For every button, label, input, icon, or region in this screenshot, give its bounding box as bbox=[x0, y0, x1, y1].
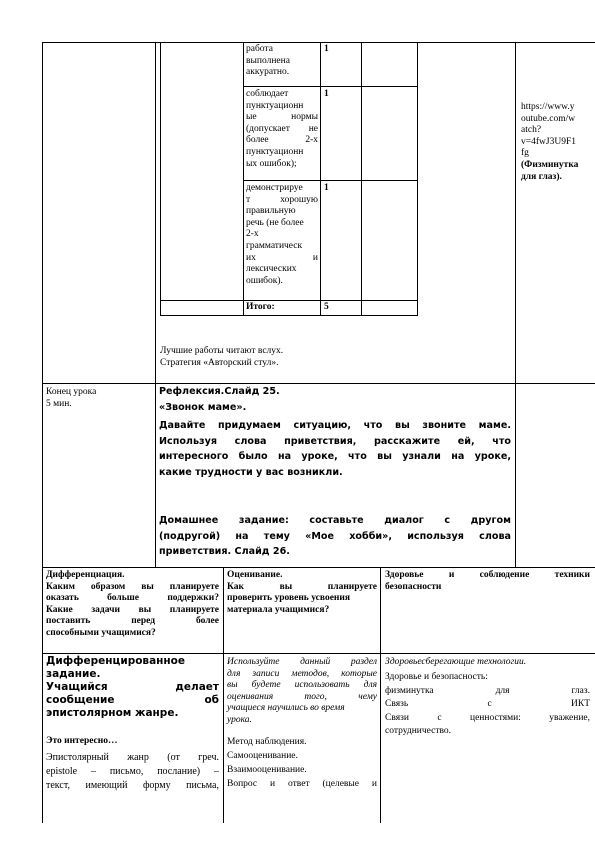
differentiation-header bbox=[46, 570, 219, 640]
criteria-line: 2-х bbox=[246, 229, 259, 240]
diff-title-line: задание. bbox=[46, 668, 101, 680]
criteria-line: аккуратно. bbox=[246, 67, 290, 78]
differentiation-body bbox=[46, 655, 219, 720]
resource-note-line: (Физминутка bbox=[521, 159, 579, 170]
diff-task-line: эпистолярном жанре. bbox=[46, 707, 179, 719]
criteria-score: 1 bbox=[324, 44, 329, 54]
header-line: Здоровье и соблюдение техники bbox=[385, 570, 590, 580]
criteria-line: пунктуационн bbox=[246, 146, 304, 157]
instruction-line: урока. bbox=[227, 714, 252, 725]
method-item: Взаимооценивание. bbox=[227, 765, 307, 775]
instruction-line: вы будете использовать для bbox=[227, 680, 377, 691]
task-line: Давайте придумаем ситуацию, что вы звоните маме. bbox=[159, 420, 511, 431]
criteria-line: соблюдает bbox=[246, 89, 289, 99]
health-details bbox=[385, 671, 590, 739]
header-line: Дифференциация. bbox=[46, 570, 125, 580]
header-line: способными учащимися? bbox=[46, 627, 156, 638]
resource-link[interactable] bbox=[521, 102, 591, 183]
total-value: 5 bbox=[324, 302, 329, 312]
epistolary-line: epistole – письмо, послание) – bbox=[46, 766, 219, 777]
criteria-line: более 2-х bbox=[246, 135, 318, 146]
diff-task-line: сообщение об bbox=[46, 694, 219, 706]
method-item: Метод наблюдения. bbox=[227, 737, 307, 747]
criteria-line: демонстрируе bbox=[246, 183, 303, 193]
health-line: Связь с ИКТ bbox=[385, 699, 590, 709]
header-line: поставить перед более bbox=[46, 616, 219, 627]
homework-line: (подругой) на тему «Мое хобби», используя слова bbox=[159, 530, 511, 542]
criteria-line: т хорошую bbox=[246, 194, 318, 205]
after-table-line: Стратегия «Авторский стул». bbox=[160, 358, 279, 368]
method-item: Вопрос и ответ (целевые и bbox=[227, 779, 377, 789]
task-line: какие трудности у вас возникли. bbox=[159, 466, 343, 478]
task-line: интересного было на уроке, что вы узнали на уроке, bbox=[159, 451, 511, 462]
health-line: физминутка для глаз. bbox=[385, 685, 590, 696]
stage-duration: 5 мин. bbox=[46, 399, 72, 409]
criteria-line: (допускает не bbox=[246, 123, 318, 134]
link-line: atch? bbox=[521, 125, 542, 136]
header-line: безопасности bbox=[385, 581, 442, 592]
epistolary-line: текст, имеющий форму письма, bbox=[46, 780, 219, 791]
health-line: сотрудничество. bbox=[385, 726, 452, 736]
interesting-heading: Это интересно… bbox=[46, 736, 118, 746]
assessment-methods bbox=[227, 735, 377, 791]
header-line: проверить уровень усвоения bbox=[227, 593, 350, 604]
header-line: Как вы планируете bbox=[227, 581, 377, 592]
criteria-line: ошибок). bbox=[246, 275, 283, 286]
criteria-line: ые нормы bbox=[246, 112, 318, 123]
reflection-subtitle: «Звонок маме». bbox=[159, 402, 247, 413]
header-line: Каким образом вы планируете bbox=[46, 581, 219, 592]
health-technologies: Здоровьесберегающие технологии. bbox=[385, 657, 527, 667]
link-line: fg bbox=[521, 148, 529, 159]
header-line: Оценивание. bbox=[227, 570, 283, 580]
epistolary-text bbox=[46, 751, 219, 793]
criteria-score: 1 bbox=[324, 89, 329, 99]
assessment-instructions bbox=[227, 657, 377, 727]
total-label: Итого: bbox=[246, 302, 275, 312]
health-header bbox=[385, 570, 590, 593]
reflection-task bbox=[159, 418, 511, 480]
criteria-line: грамматическ bbox=[246, 240, 303, 251]
link-line: v=4fwJ3U9F1 bbox=[521, 136, 576, 147]
link-line: https://www.y bbox=[521, 102, 575, 112]
criteria-line: работа bbox=[246, 44, 273, 54]
header-line: оказать больше поддержки? bbox=[46, 593, 219, 604]
task-line: Используя слова приветствия, расскажите ей, что bbox=[159, 435, 511, 447]
instruction-line: для записи методов, которые bbox=[227, 668, 377, 679]
criteria-line: правильную bbox=[246, 206, 296, 217]
instruction-line: Используйте данный раздел bbox=[227, 657, 377, 667]
criteria-line: лексических bbox=[246, 264, 297, 275]
header-line: материала учащимися? bbox=[227, 604, 330, 615]
homework-line: Домашнее задание: составьте диалог с другом bbox=[159, 515, 511, 526]
criteria-line: речь (не более bbox=[246, 217, 304, 228]
instruction-line: учащиеся научились во время bbox=[227, 703, 345, 714]
after-table-line: Лучшие работы читают вслух. bbox=[160, 346, 284, 356]
assessment-header bbox=[227, 570, 377, 616]
criteria-line: пунктуационн bbox=[246, 100, 304, 111]
stage-label: Конец урока bbox=[46, 387, 97, 397]
homework bbox=[159, 513, 511, 560]
criteria-line: выполнена bbox=[246, 55, 290, 66]
resource-note-line: для глаз). bbox=[521, 171, 562, 182]
criteria-score: 1 bbox=[324, 183, 329, 193]
method-item: Самооценивание. bbox=[227, 751, 298, 761]
health-line: Связи с ценностями: уважение, bbox=[385, 712, 590, 723]
diff-title-line: Дифференцированное bbox=[46, 655, 186, 667]
criteria-line: ых ошибок); bbox=[246, 158, 297, 169]
header-line: Какие задачи вы планируете bbox=[46, 604, 219, 615]
diff-task-line: Учащийся делает bbox=[46, 681, 219, 693]
link-line: outube.com/w bbox=[521, 113, 576, 124]
epistolary-line: Эпистолярный жанр (от греч. bbox=[46, 752, 219, 763]
health-line: Здоровье и безопасность: bbox=[385, 672, 488, 682]
reflection-title: Рефлексия.Слайд 25. bbox=[159, 386, 280, 397]
homework-line: приветствия. Слайд 26. bbox=[159, 546, 290, 557]
instruction-line: оценивания того, чему bbox=[227, 691, 377, 702]
criteria-line: их и bbox=[246, 252, 318, 263]
